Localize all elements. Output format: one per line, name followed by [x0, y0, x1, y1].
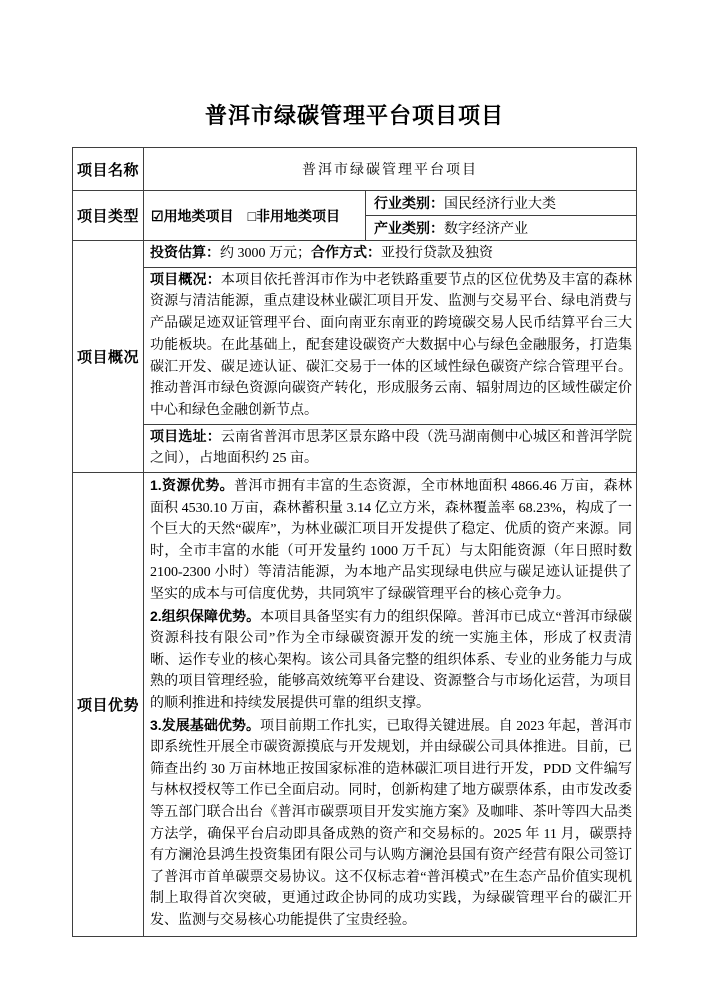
checked-checkbox-icon: ☑: [151, 207, 164, 224]
project-type-label: 项目类型: [73, 191, 144, 241]
investment-line: [144, 241, 636, 267]
overview-description-text: 本项目依托普洱市作为中老铁路重要节点的区位优势及丰富的森林资源与清洁能源，重点建设林业碳汇项目开发、监测与交易平台、绿电消费与产品碳足迹双证管理平台、面向南亚东南亚的跨境碳交易人民币结算平台三大功能板块。在此基础上，配套建设碳资产大数据中心与绿色金融服务，打造集碳汇开发、碳足迹认证、碳汇交易于一体的区域性绿色碳资产综合管理平台。推动普洱市绿色资源向碳资产转化，形成服务云南、辐射周边的区域性碳定价中心和绿色金融创新节点。: [150, 272, 633, 418]
advantage-item-resource: [150, 475, 632, 606]
industry-category-row: [366, 191, 636, 215]
landuse-option-unchecked-label: 非用地类项目: [256, 207, 341, 224]
unchecked-checkbox-icon: □: [247, 207, 257, 224]
table-row-project-overview: [73, 241, 637, 473]
advantage-item-foundation: [150, 715, 632, 932]
cooperation-label: 合作方式：: [311, 244, 381, 260]
investment-label: 投资估算：: [150, 244, 220, 260]
advantage-1-label: 1.资源优势。: [150, 477, 234, 494]
sector-category-value: 数字经济产业: [444, 222, 528, 237]
site-selection: [144, 424, 636, 472]
table-row-project-name: [73, 148, 637, 191]
project-type-options: [144, 191, 636, 240]
sector-category-row: [366, 215, 636, 240]
landuse-option-unchecked: [248, 206, 340, 226]
cooperation-value: 亚投行贷款及独资: [381, 246, 493, 261]
project-name-label: 项目名称: [73, 148, 144, 191]
project-name-value: 普洱市绿碳管理平台项目: [144, 148, 637, 191]
landuse-option-checked: [151, 206, 234, 226]
project-overview-cell: [144, 241, 637, 473]
project-info-table: [72, 147, 637, 937]
landuse-options-cell: [144, 191, 366, 240]
advantage-2-label: 2.组织保障优势。: [150, 607, 261, 624]
table-row-project-type: [73, 191, 637, 241]
sector-category-label: 产业类别：: [374, 220, 444, 236]
project-advantages-label: 项目优势: [73, 473, 144, 936]
advantage-3-text: 项目前期工作扎实，已取得关键进展。自 2023 年起，普洱市即系统性开展全市碳资源摸底与开发规划，并由绿碳公司具体推进。目前，已筛查出约 30 万亩林地正按国家标准的造林碳汇项目进行开发，PDD 文件编写与林权授权等工作已全面启动。同时，创新构建了地方碳票体系，由市发改委等五部门联合出台《普洱市碳票项目开发实施方案》及咖啡、茶叶等四大品类方法学，确保平台启动即具备成熟的资产和交易标的。2025 年 11 月，碳票持有方澜沧县鸿生投资集团有限公司与认购方澜沧县国有资产经营有限公司签订了普洱市首单碳票交易协议。这不仅标志着“普洱模式”在生态产品价值实现机制上取得首次突破，更通过政企协同的成功实践，为绿碳管理平台的碳汇开发、监测与交易核心功能提供了宝贵经验。: [150, 718, 632, 928]
advantage-1-text: 普洱市拥有丰富的生态资源，全市林地面积 4866.46 万亩，森林面积 4530.10 万亩，森林蓄积量 3.14 亿立方米，森林覆盖率 68.23%，构成了一个巨大的天然“碳库”，为林业碳汇项目开发提供了稳定、优质的资产来源。同时，全市丰富的水能（可开发量约 1000 万千瓦）与太阳能资源（年日照时数 2100-2300 小时）等清洁能源，为本地产品实现绿电供应与碳足迹认证提供了坚实的成本与可信度优势，共同筑牢了绿碳管理平台的核心竞争力。: [150, 479, 632, 602]
industry-category-value: 国民经济行业大类: [444, 197, 556, 212]
landuse-option-checked-label: 用地类项目: [163, 207, 234, 224]
project-type-cell: [144, 191, 637, 241]
industry-category-label: 行业类别：: [374, 195, 444, 211]
advantages-content: [144, 473, 636, 935]
advantage-3-label: 3.发展基础优势。: [150, 716, 260, 733]
advantage-2-text: 本项目具备坚实有力的组织保障。普洱市已成立“普洱市绿碳资源科技有限公司”作为全市绿碳资源开发的统一实施主体，形成了权责清晰、运作专业的核心架构。该公司具备完整的组织体系、专业的业务能力与成熟的项目管理经验，能够高效统筹平台建设、资源整合与市场化运营，为项目的顺利推进和持续发展提供可靠的组织支撑。: [150, 609, 632, 711]
site-selection-label: 项目选址：: [150, 427, 221, 444]
overview-description: [144, 267, 636, 424]
overview-description-label: 项目概况：: [150, 270, 221, 287]
site-selection-text: 云南省普洱市思茅区景东路中段（洗马湖南侧中心城区和普洱学院之间），占地面积约 25 亩。: [150, 429, 633, 467]
project-advantages-cell: [144, 473, 637, 936]
document-title: 普洱市绿碳管理平台项目项目: [204, 103, 504, 128]
investment-value: 约 3000 万元；: [220, 246, 311, 261]
table-row-project-advantages: [73, 473, 637, 936]
overview-subcells: [144, 241, 636, 472]
project-overview-label: 项目概况: [73, 241, 144, 473]
category-cells: [366, 191, 636, 240]
advantage-item-organization: [150, 606, 632, 715]
